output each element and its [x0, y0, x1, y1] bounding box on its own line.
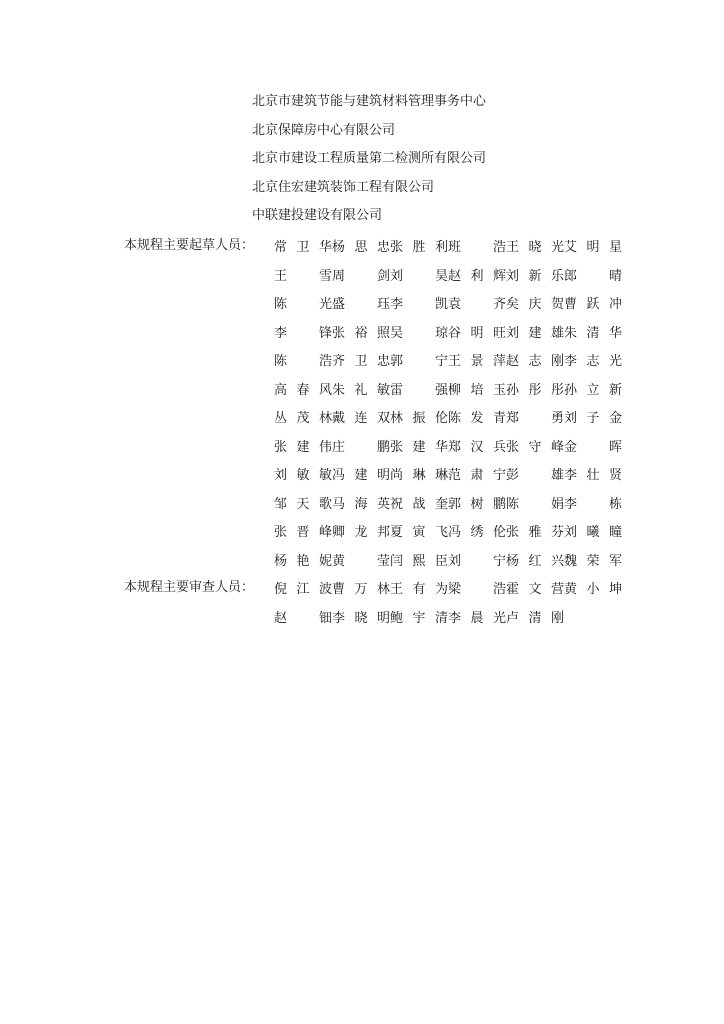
person-name: 李晨光 [448, 610, 506, 626]
person-name: 曹跃冲 [564, 297, 622, 312]
person-name: 朱清华 [564, 325, 622, 341]
person-name: 陈发青 [448, 411, 506, 426]
name-row [274, 265, 622, 294]
person-name: 张雅芬 [506, 525, 564, 540]
person-name: 郭树鹏 [448, 496, 506, 512]
person-name: 黄 莹 [332, 553, 390, 569]
person-name: 杨艳妮 [274, 553, 332, 569]
person-name: 倪江波 [274, 582, 332, 597]
person-name: 齐卫忠 [332, 354, 390, 369]
person-name: 郭 宁 [390, 354, 448, 369]
person-name: 张建伟 [274, 439, 332, 455]
person-name: 刘新乐 [506, 268, 564, 284]
organization-item: 中联建投建设有限公司 [252, 208, 383, 223]
person-name: 卢清刚 [506, 610, 564, 626]
person-name: 刘建雄 [506, 325, 564, 341]
person-name: 王 雪 [274, 268, 332, 284]
person-name: 张胜利 [390, 240, 448, 255]
organization-item: 北京保障房中心有限公司 [252, 122, 396, 138]
person-name: 卿龙邦 [332, 525, 390, 540]
organization-item: 北京住宏建筑装饰工程有限公司 [252, 179, 435, 195]
organization-list [252, 92, 486, 235]
name-row [274, 379, 622, 408]
person-name: 周 剑 [332, 268, 390, 284]
person-name: 张建华 [390, 439, 448, 455]
person-name: 朱礼敏 [332, 382, 390, 398]
person-name: 雷 强 [390, 382, 448, 398]
name-row [274, 464, 622, 493]
person-name: 盛 珏 [332, 297, 390, 312]
person-name: 郎 晴 [564, 268, 622, 284]
person-name: 吴 琼 [390, 325, 448, 341]
person-name: 柳培玉 [448, 382, 506, 398]
person-name: 李 锋 [274, 325, 332, 341]
person-name: 艾明星 [564, 240, 622, 255]
person-name: 魏荣军 [564, 553, 622, 569]
person-name: 刘敏敏 [274, 468, 332, 483]
person-name: 赵利辉 [448, 268, 506, 284]
person-name: 夏寅飞 [390, 525, 448, 540]
person-name: 郑汉兵 [448, 439, 506, 455]
person-name: 杨思忠 [332, 240, 390, 255]
person-name: 金 晖 [564, 439, 622, 455]
person-name: 马海英 [332, 496, 390, 512]
name-row [274, 607, 622, 636]
person-name: 刘曦瞳 [564, 525, 622, 540]
drafters-names [274, 236, 622, 578]
person-name: 陈 浩 [274, 354, 332, 369]
person-name: 刘 宁 [448, 553, 506, 569]
reviewers-names [274, 578, 622, 635]
name-row [274, 493, 622, 522]
person-name: 祝战奎 [390, 496, 448, 512]
person-name: 陈 娟 [506, 496, 564, 512]
person-name: 刘 昊 [390, 268, 448, 284]
person-name: 李壮贤 [564, 468, 622, 483]
name-row [274, 578, 622, 607]
person-name: 矣庆贺 [506, 297, 564, 312]
person-name: 梁 浩 [448, 582, 506, 597]
person-name: 黄小坤 [564, 582, 622, 597]
person-name: 冯绣伦 [448, 525, 506, 540]
person-name: 庄 鹏 [332, 439, 390, 455]
person-name: 孙立新 [564, 382, 622, 398]
person-name: 袁 齐 [448, 297, 506, 312]
name-row [274, 550, 622, 579]
person-name: 常卫华 [274, 240, 332, 255]
person-name: 范肃宁 [448, 468, 506, 483]
person-name: 霍文营 [506, 582, 564, 597]
person-name: 李晓明 [332, 610, 390, 626]
person-name: 戴连双 [332, 411, 390, 426]
name-row [274, 322, 622, 351]
person-name: 王景萍 [448, 354, 506, 369]
organization-item: 北京市建设工程质量第二检测所有限公司 [252, 151, 487, 166]
name-row [274, 521, 622, 550]
person-name: 赵 钿 [274, 610, 332, 626]
person-name: 陈 光 [274, 297, 332, 312]
person-name: 班 浩 [448, 240, 506, 255]
person-name: 彭 雄 [506, 468, 564, 483]
person-name: 张守峰 [506, 439, 564, 455]
person-name: 李 凯 [390, 297, 448, 312]
person-name: 刘子金 [564, 411, 622, 426]
person-name: 尚琳琳 [390, 468, 448, 483]
person-name: 高春风 [274, 382, 332, 398]
name-row [274, 236, 622, 265]
name-row [274, 407, 622, 436]
person-name: 赵志刚 [506, 354, 564, 369]
person-name: 王晓光 [506, 240, 564, 255]
person-name: 丛茂林 [274, 411, 332, 426]
person-name: 谷明旺 [448, 325, 506, 341]
reviewers-label: 本规程主要审查人员： [124, 580, 255, 595]
person-name: 杨红兴 [506, 553, 564, 569]
person-name: 闫熙臣 [390, 553, 448, 569]
person-name: 王有为 [390, 582, 448, 597]
person-name: 张裕照 [332, 325, 390, 341]
person-name: 鲍宇清 [390, 610, 448, 626]
name-row [274, 436, 622, 465]
name-row [274, 293, 622, 322]
person-name: 林振伦 [390, 411, 448, 426]
name-row [274, 350, 622, 379]
person-name: 李志光 [564, 354, 622, 369]
person-name: 孙彤彤 [506, 382, 564, 398]
drafters-label: 本规程主要起草人员： [124, 238, 255, 253]
person-name: 曹万林 [332, 582, 390, 597]
person-name: 张晋峰 [274, 525, 332, 540]
organization-item: 北京市建筑节能与建筑材料管理事务中心 [252, 94, 487, 109]
person-name: 郑 勇 [506, 411, 564, 426]
person-name: 邹天歌 [274, 496, 332, 512]
person-name: 冯建明 [332, 468, 390, 483]
person-name: 李 栋 [564, 496, 622, 512]
